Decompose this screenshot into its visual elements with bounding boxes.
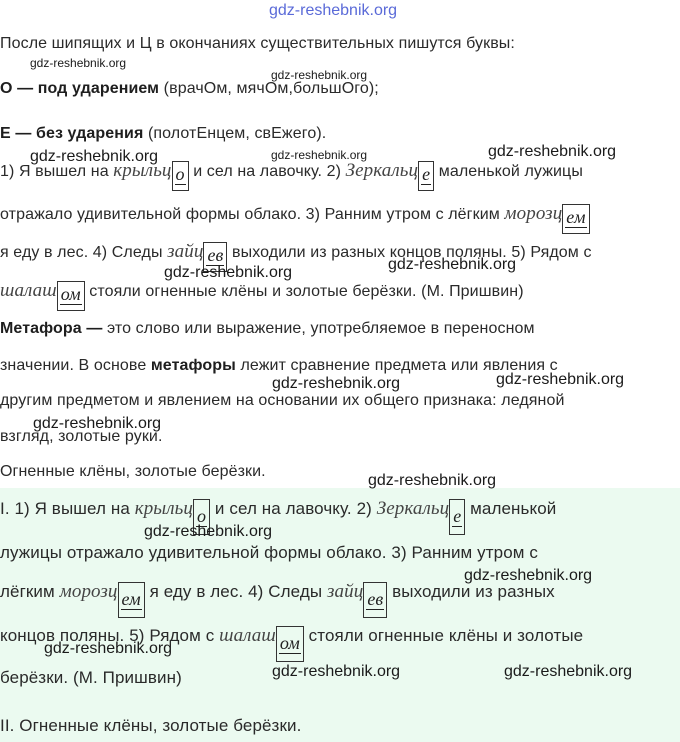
watermark: gdz-reshebnik.org	[164, 264, 293, 281]
answer-text: я еду в лес. 4) Следы	[144, 582, 327, 601]
rule-o-examples: (врачОм, мячОм,большОго);	[159, 80, 379, 97]
answer-text: маленькой	[465, 499, 557, 518]
task-text: и сел на лавочку. 2)	[188, 163, 346, 180]
ending-box	[276, 626, 304, 662]
ending-letter: о	[197, 506, 207, 526]
watermark: gdz-reshebnik.org	[464, 567, 593, 584]
task-text: выходили из разных концов поляны. 5) Рядом с	[227, 244, 592, 261]
handwritten-word: крыльц	[134, 498, 193, 519]
task-line-2	[0, 203, 590, 234]
answer-text: лёгким	[0, 582, 60, 601]
watermark: gdz-reshebnik.org	[44, 640, 173, 657]
metaphor-term-inline: метафоры	[150, 357, 236, 374]
watermark: gdz-reshebnik.org	[504, 663, 633, 680]
answer-text: концов поляны. 5) Рядом с	[0, 626, 220, 645]
task-text: стояли огненные клёны и золотые берёзки. (М. Пришвин)	[84, 283, 524, 300]
metaphor-term: Метафора —	[0, 320, 103, 337]
rule-intro: После шипящих и Ц в окончаниях существительных пишутся буквы:	[0, 35, 515, 52]
rule-e-examples: (полотЕнцем, свЕжего).	[143, 125, 327, 142]
task-line-4	[0, 280, 524, 311]
ending-letter: е	[453, 506, 462, 526]
metaphor-text: значении. В основе	[0, 357, 151, 374]
metaphor-text: лежит сравнение предмета или явления с	[235, 357, 558, 374]
watermark: gdz-reshebnik.org	[33, 415, 162, 432]
metaphor-line-2	[0, 357, 558, 375]
watermark: gdz-reshebnik.org	[388, 256, 517, 273]
watermark: gdz-reshebnik.org	[271, 148, 368, 162]
ending-box	[172, 161, 189, 191]
handwritten-word: Зеркальц	[345, 160, 419, 181]
watermark: gdz-reshebnik.org	[271, 68, 368, 82]
handwritten-word: зайц	[167, 241, 204, 262]
handwritten-word: Зеркальц	[376, 498, 450, 519]
handwritten-word: зайц	[326, 581, 364, 602]
rule-e	[0, 125, 326, 143]
rule-o	[0, 80, 379, 98]
task-text: отражало удивительной формы облако. 3) Ранним утром с лёгким	[0, 206, 505, 223]
metaphor-text: это слово или выражение, употребляемое в переносном	[102, 320, 535, 337]
rule-o-bold: О — под ударением	[0, 80, 160, 97]
ending-letter: ом	[279, 633, 300, 653]
ending-letter: ем	[566, 207, 586, 227]
answer-text: выходили из разных	[387, 582, 555, 601]
ending-letter: ев	[207, 245, 224, 265]
ending-letter: ом	[60, 284, 81, 304]
watermark: gdz-reshebnik.org	[144, 523, 273, 540]
watermark-top: gdz-reshebnik.org	[269, 2, 398, 19]
answer-part-2: II. Огненные клёны, золотые берёзки.	[0, 716, 302, 735]
ending-box	[118, 582, 145, 618]
answer-text: I. 1) Я вышел на	[0, 499, 135, 518]
metaphor-line-1	[0, 320, 535, 338]
handwritten-word: шалаш	[0, 280, 57, 301]
watermark: gdz-reshebnik.org	[368, 472, 497, 489]
answer-line-5: берёзки. (М. Пришвин)	[0, 668, 182, 687]
handwritten-word: морозц	[504, 203, 563, 224]
task-text: маленькой лужицы	[434, 163, 583, 180]
rule-e-bold: Е — без ударения	[0, 125, 144, 142]
answer-line-1	[0, 498, 556, 535]
ending-box	[449, 499, 465, 535]
handwritten-word: шалаш	[219, 625, 276, 646]
ending-letter: о	[175, 164, 185, 184]
watermark: gdz-reshebnik.org	[272, 375, 401, 392]
watermark: gdz-reshebnik.org	[30, 56, 127, 70]
task-text: я еду в лес. 4) Следы	[0, 244, 168, 261]
ending-box	[562, 204, 589, 234]
answer-line-3	[0, 581, 555, 618]
answer-line-2: лужицы отражало удивительной формы облако. 3) Ранним утром с	[0, 543, 538, 562]
watermark: gdz-reshebnik.org	[488, 143, 617, 160]
task-text: 1) Я вышел на	[0, 163, 114, 180]
ending-letter: е	[422, 164, 431, 184]
handwritten-word: морозц	[59, 581, 118, 602]
metaphor-example: Огненные клёны, золотые берёзки.	[0, 463, 266, 480]
ending-letter: ем	[121, 589, 141, 609]
watermark: gdz-reshebnik.org	[272, 663, 401, 680]
watermark: gdz-reshebnik.org	[496, 371, 625, 388]
watermark: gdz-reshebnik.org	[30, 148, 159, 165]
metaphor-line-4: взгляд, золотые руки.	[0, 428, 163, 445]
ending-letter: ев	[367, 589, 384, 609]
answer-text: стояли огненные клёны и золотые	[303, 626, 584, 645]
answer-text: и сел на лавочку. 2)	[210, 499, 377, 518]
ending-box	[418, 161, 434, 191]
ending-box	[363, 582, 387, 618]
ending-box	[57, 281, 85, 311]
metaphor-line-3: другим предметом и явлением на основании их общего признака: ледяной	[0, 392, 565, 409]
handwritten-word: крыльц	[113, 160, 172, 181]
